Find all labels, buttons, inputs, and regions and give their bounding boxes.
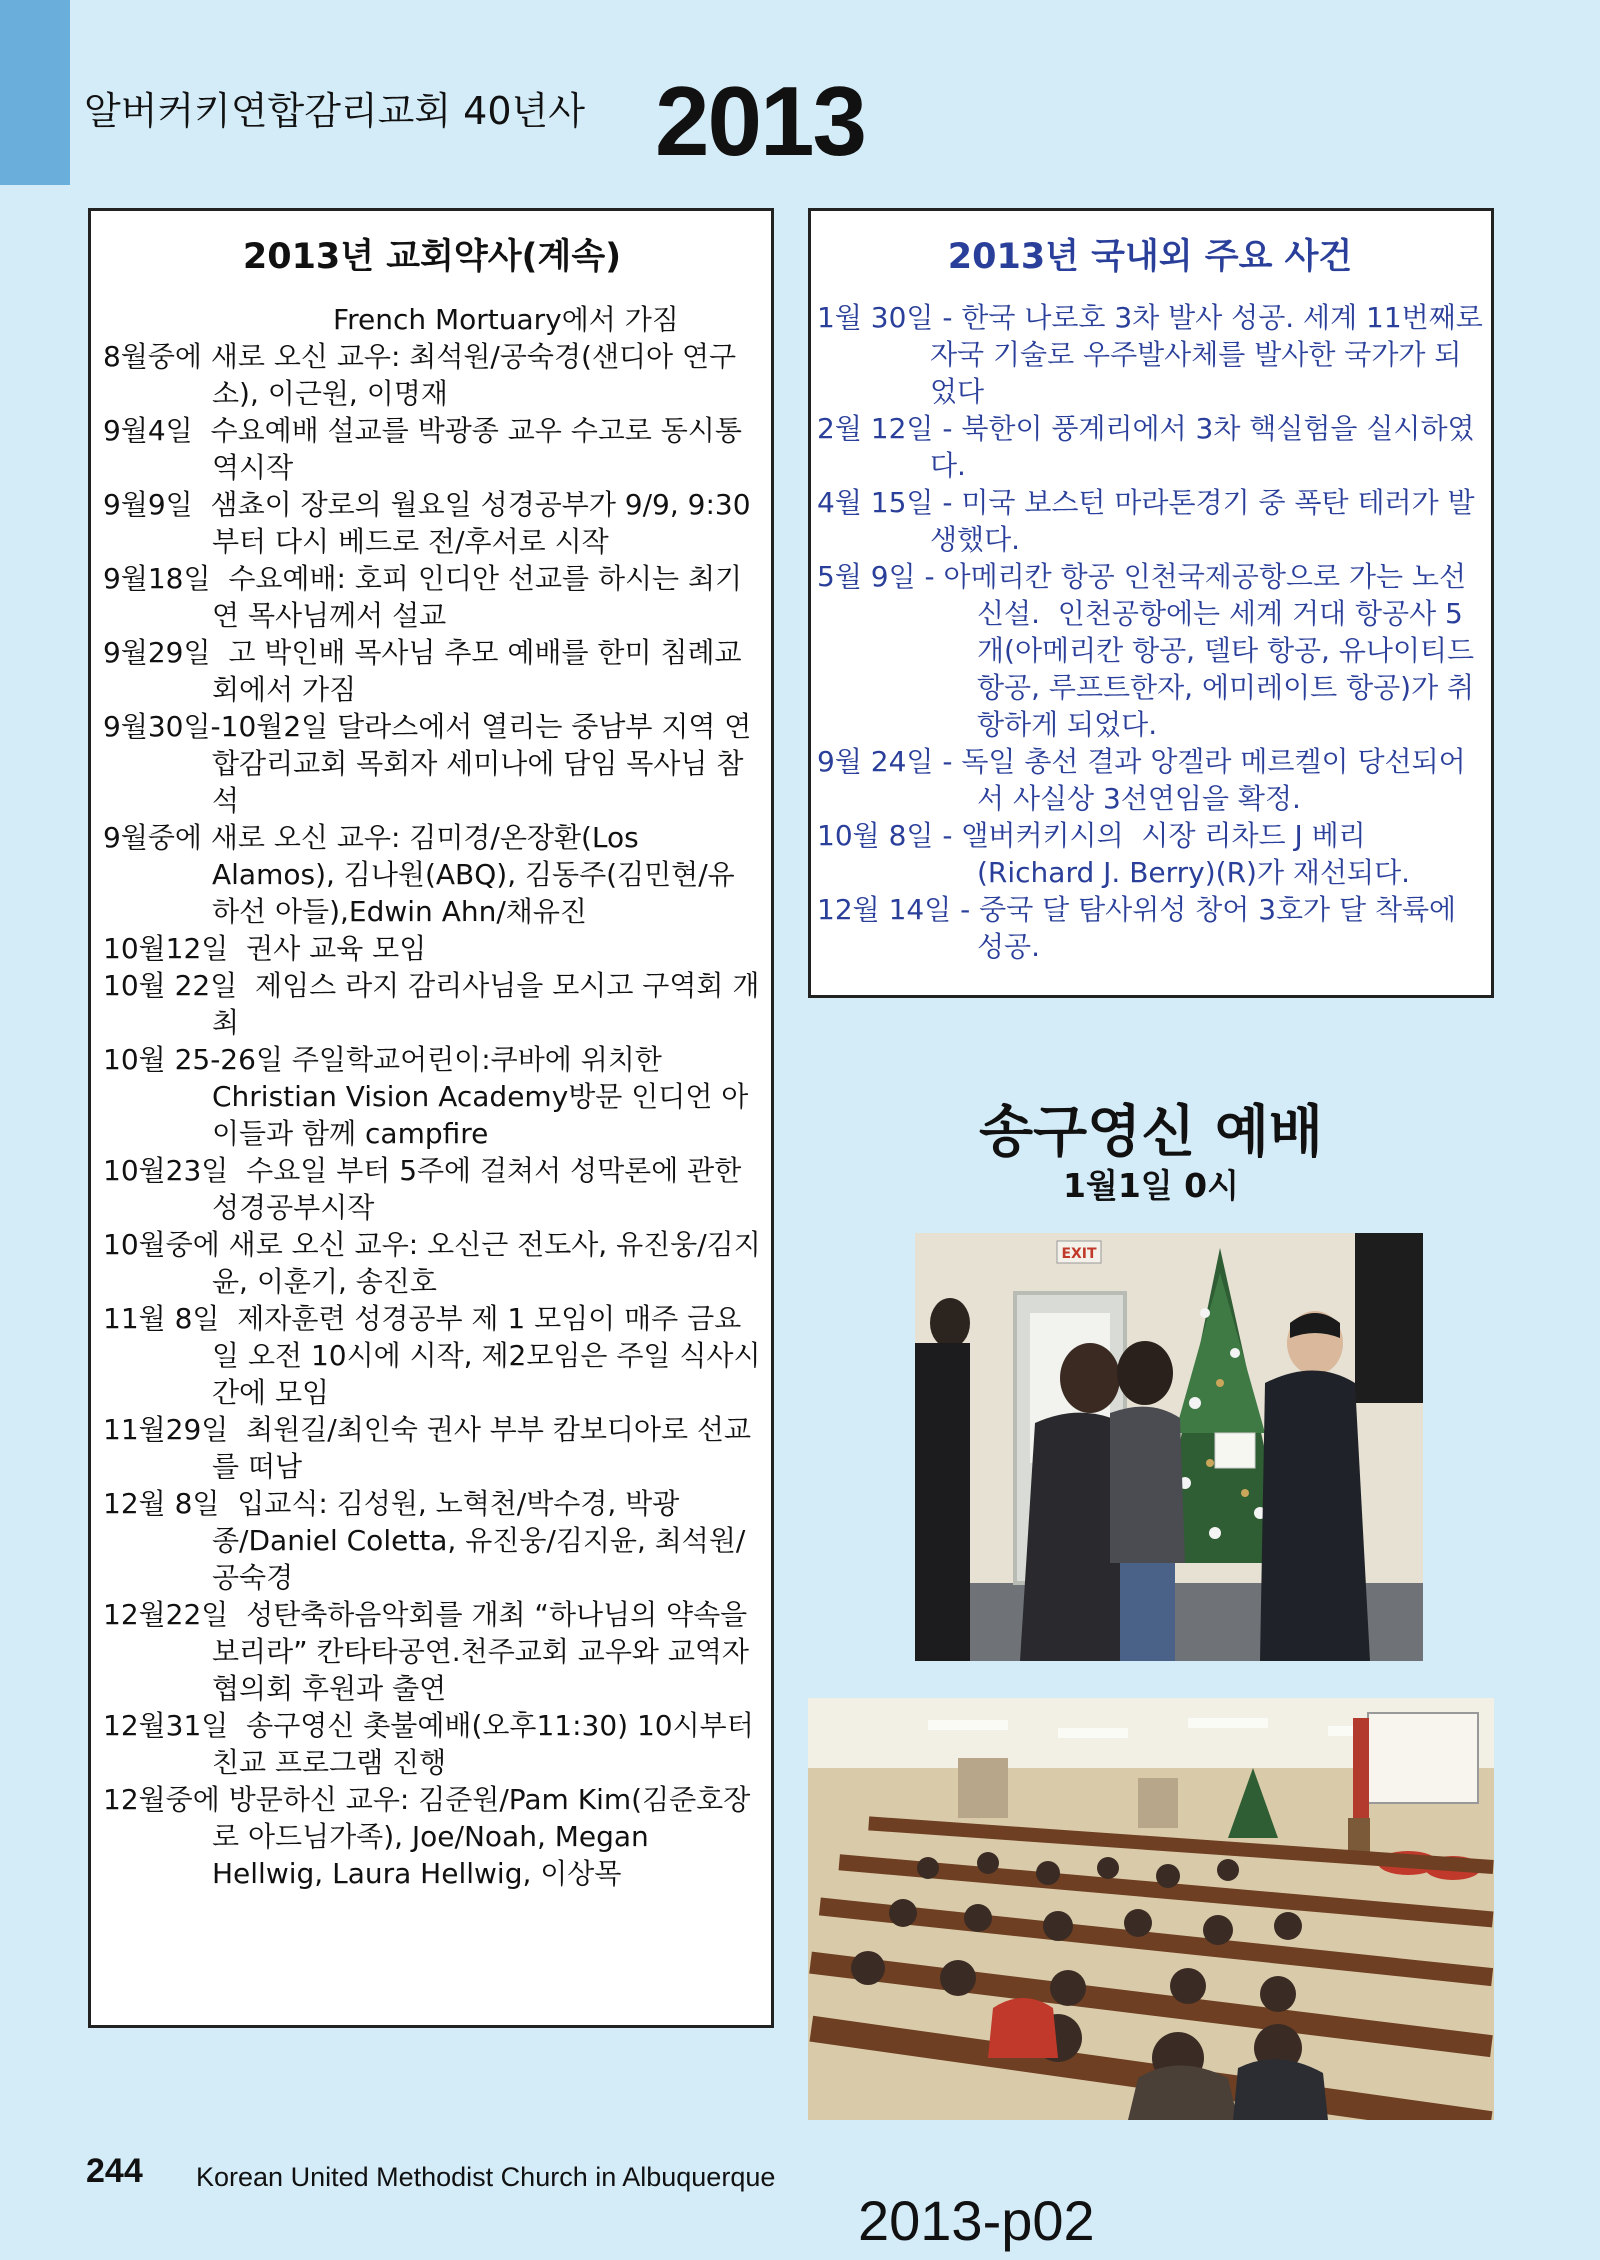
event-item: 4월 15일 - 미국 보스턴 마라톤경기 중 폭탄 테러가 발생했다.: [817, 486, 1475, 556]
history-entry: 11월29일 최원길/최인숙 권사 부부 캄보디아로 선교를 떠남: [103, 1413, 752, 1483]
major-events-title: 2013년 국내외 주요 사건: [947, 237, 1353, 277]
history-entry: 12월 8일 입교식: 김성원, 노혁천/박수경, 박광종/Daniel Coletta, 유진웅/김지윤, 최석원/공숙경: [103, 1487, 746, 1594]
church-history-box: [88, 208, 774, 2028]
history-entry: 8월중에 새로 오신 교우: 최석원/공숙경(샌디아 연구소), 이근원, 이명재: [103, 340, 737, 410]
event-item: 2월 12일 - 북한이 풍계리에서 3차 핵실험을 실시하였다.: [817, 412, 1475, 482]
page-code: 2013-p02: [858, 2189, 1095, 2252]
history-entry: 10월중에 새로 오신 교우: 오신근 전도사, 유진웅/김지윤, 이훈기, 송진호: [103, 1228, 761, 1298]
church-name-footer: Korean United Methodist Church in Albuquerque: [196, 2162, 776, 2192]
history-entry: 11월 8일 제자훈련 성경공부 제 1 모임이 매주 금요일 오전 10시에 시작, 제2모임은 주일 식사시간에 모임: [103, 1302, 761, 1409]
event-item: 12월 14일 - 중국 달 탐사위성 창어 3호가 달 착륙에 성공.: [817, 893, 1466, 963]
major-events-box: [808, 208, 1494, 998]
page-number: 244: [86, 2152, 143, 2190]
congregation-worship-photo: [808, 1698, 1494, 2120]
event-item: 10월 8일 - 앨버커키시의 시장 리차드 J 베리 (Richard J. Berry)(R)가 재선되다.: [817, 819, 1411, 889]
history-entry: 9월9일 샘쵸이 장로의 월요일 성경공부가 9/9, 9:30부터 다시 베드로 전/후서로 시작: [103, 488, 751, 558]
book-title: 알버커키연합감리교회 40년사: [84, 89, 585, 133]
history-lead-line: French Mortuary에서 가짐: [333, 303, 679, 336]
service-title: 송구영신 예배: [978, 1100, 1324, 1165]
candle-lighting-photo: [915, 1233, 1423, 1661]
church-history-title: 2013년 교회약사(계속): [242, 237, 622, 277]
history-entry: 10월23일 수요일 부터 5주에 걸쳐서 성막론에 관한 성경공부시작: [103, 1154, 751, 1224]
event-item: 1월 30일 - 한국 나로호 3차 발사 성공. 세계 11번째로 자국 기술로 우주발사체를 발사한 국가가 되었다: [817, 301, 1492, 408]
service-time: 1월1일 0시: [1062, 1166, 1239, 1205]
history-entry: 9월18일 수요예배: 호피 인디안 선교를 하시는 최기연 목사님께서 설교: [103, 562, 743, 632]
history-entry: 9월29일 고 박인배 목사님 추모 예배를 한미 침례교회에서 가짐: [103, 636, 742, 706]
exit-sign-text: EXIT: [1061, 1246, 1097, 1262]
history-entry: 9월30일-10월2일 달라스에서 열리는 중남부 지역 연합감리교회 목회자 세미나에 담임 목사님 참석: [103, 710, 752, 817]
history-entry: 12월22일 성탄축하음악회를 개최 “하나님의 약속을 보리라” 칸타타공연.천주교회 교우와 교역자 협의회 후원과 출연: [103, 1598, 758, 1705]
page-edge-tab: [0, 0, 70, 185]
history-entry: 9월4일 수요예배 설교를 박광종 교우 수고로 동시통역시작: [103, 414, 742, 484]
history-entry: 12월중에 방문하신 교우: 김준원/Pam Kim(김준호장로 아드님가족), Joe/Noah, Megan Hellwig, Laura Hellwig, 이상목: [103, 1783, 751, 1890]
history-entry: 10월12일 권사 교육 모임: [103, 932, 427, 965]
history-entry: 10월 25-26일 주일학교어린이:쿠바에 위치한 Christian Vision Academy방문 인디언 아이들과 함께 campfire: [103, 1043, 749, 1150]
history-entry: 10월 22일 제임스 라지 감리사님을 모시고 구역회 개최: [103, 969, 760, 1039]
event-item: 9월 24일 - 독일 총선 결과 앙겔라 메르켈이 당선되어서 사실상 3선연임을 확정.: [817, 745, 1466, 815]
history-entry: 9월중에 새로 오신 교우: 김미경/온장환(Los Alamos), 김나원(ABQ), 김동주(김민현/유하선 아들),Edwin Ahn/채유진: [103, 821, 735, 928]
history-entry: 12월31일 송구영신 촛불예배(오후11:30) 10시부터 친교 프로그램 진행: [103, 1709, 763, 1779]
event-item: 5월 9일 - 아메리칸 항공 인천국제공항으로 가는 노선 신설. 인천공항에는 세계 거대 항공사 5개(아메리칸 항공, 델타 항공, 유나이티드 항공, 루프트한자, 에미레이트 항공)가 취항하게 되었다.: [817, 560, 1484, 741]
year-heading: 2013: [655, 66, 866, 176]
